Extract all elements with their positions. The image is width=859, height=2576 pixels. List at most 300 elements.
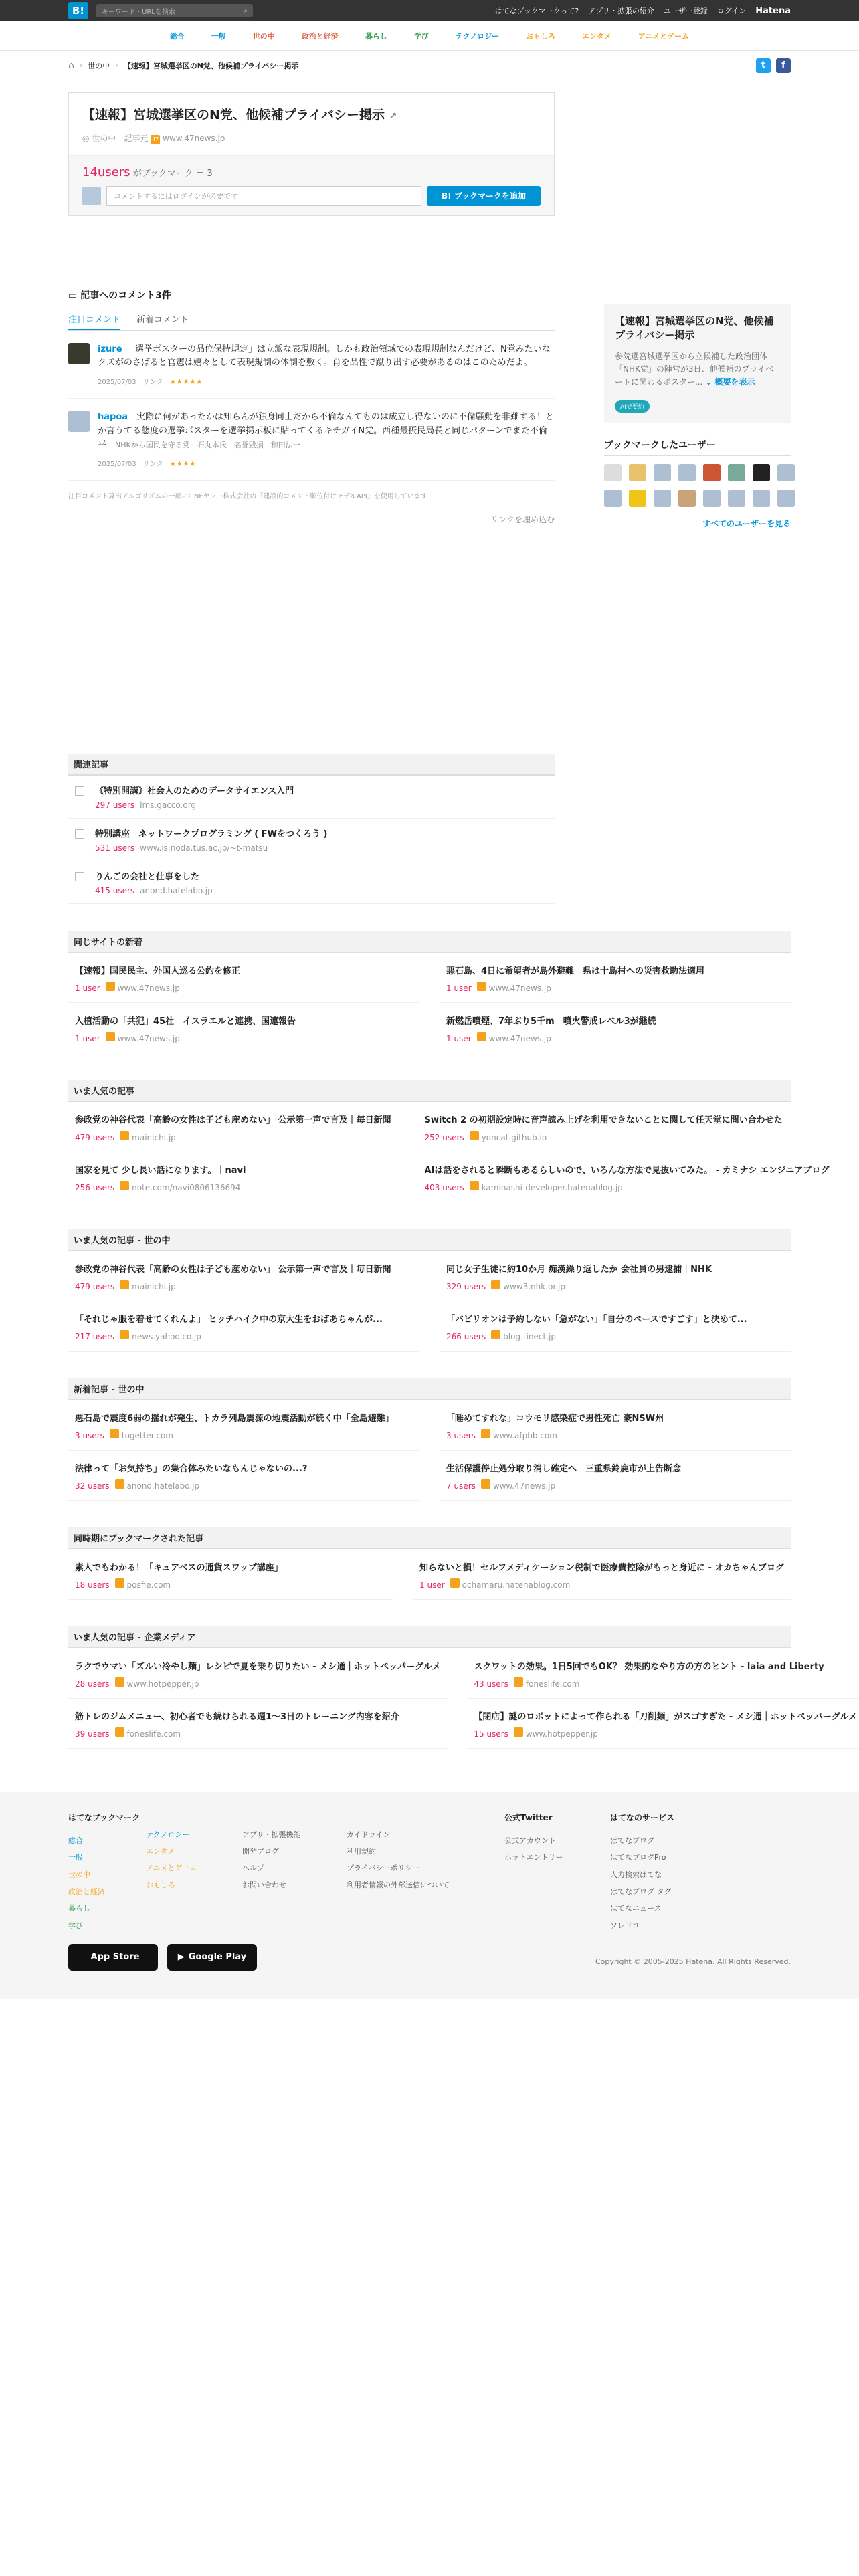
site-domain[interactable]: www.47news.jp bbox=[488, 983, 551, 993]
users-count[interactable]: 479 users bbox=[75, 1132, 115, 1142]
user-avatar[interactable] bbox=[777, 464, 795, 481]
users-line bbox=[82, 165, 541, 179]
embed-link-button[interactable]: リンクを埋め込む bbox=[490, 514, 555, 524]
related-thumbnail-icon bbox=[75, 786, 84, 796]
users-count[interactable]: 15 users bbox=[474, 1729, 508, 1739]
site-domain[interactable]: foneslife.com bbox=[126, 1729, 181, 1739]
section-grid bbox=[68, 1251, 791, 1352]
footer-link[interactable]: 公式アカウント bbox=[504, 1836, 556, 1846]
footer-links bbox=[347, 1826, 504, 1894]
comment-date[interactable]: 2025/07/03 bbox=[98, 379, 136, 387]
site-domain[interactable]: www.47news.jp bbox=[492, 1481, 556, 1491]
users-count[interactable]: 1 user bbox=[75, 1033, 100, 1043]
search-placeholder: キーワード・URLを検索 bbox=[102, 8, 175, 16]
footer-link[interactable]: 政治と経済 bbox=[68, 1887, 105, 1897]
site-domain[interactable]: posfie.com bbox=[126, 1580, 171, 1590]
footer-link[interactable]: 一般 bbox=[68, 1853, 83, 1862]
footer-link[interactable]: おもしろ bbox=[146, 1881, 175, 1890]
entry-bookmark-area bbox=[69, 155, 554, 215]
comment-username[interactable]: hapoa bbox=[98, 412, 128, 423]
footer-link[interactable]: アプリ・拡張機能 bbox=[242, 1830, 301, 1839]
favicon-icon bbox=[481, 1429, 490, 1438]
list-item[interactable] bbox=[467, 1648, 859, 1699]
comment-meta bbox=[98, 458, 555, 468]
breadcrumb-title: 【速報】宮城選挙区のN党、他候補プライバシー掲示 bbox=[123, 61, 299, 70]
list-section bbox=[68, 1080, 830, 1202]
footer-link[interactable]: ソレドコ bbox=[610, 1921, 640, 1930]
top-link-about[interactable]: はてなブックマークって? bbox=[494, 7, 579, 15]
users-count[interactable]: 531 users bbox=[95, 843, 135, 853]
list-item-title[interactable]: Switch 2 の初期設定時に音声読み上げを利用できないことに関して任天堂に問い合わせた bbox=[424, 1115, 783, 1125]
user-avatar[interactable] bbox=[678, 490, 696, 507]
related-meta bbox=[95, 886, 213, 895]
list-section bbox=[68, 1378, 791, 1501]
user-avatar[interactable] bbox=[753, 464, 770, 481]
user-avatar[interactable] bbox=[629, 490, 646, 507]
list-item-title[interactable]: 同じ女子生徒に約10か月 痴漢繰り返したか 会社員の男逮捕｜NHK bbox=[446, 1264, 712, 1275]
users-count[interactable]: 14users bbox=[82, 165, 130, 179]
section-grid bbox=[68, 1400, 791, 1501]
summary-title: 【速報】宮城選挙区のN党、他候補プライバシー掲示 bbox=[615, 315, 774, 341]
footer-link[interactable]: テクノロジー bbox=[146, 1830, 190, 1839]
user-avatar[interactable] bbox=[777, 490, 795, 507]
source-label: 記事元 bbox=[124, 133, 149, 143]
list-section bbox=[68, 1626, 858, 1749]
list-item[interactable] bbox=[68, 1549, 393, 1600]
summary-box bbox=[604, 304, 791, 423]
site-domain[interactable]: www.is.noda.tus.ac.jp/~t-matsu bbox=[140, 843, 268, 853]
site-domain[interactable]: www.hotpepper.jp bbox=[126, 1679, 199, 1689]
comment-body bbox=[98, 343, 555, 371]
favicon-icon bbox=[115, 1677, 124, 1687]
copyright: Copyright © 2005-2025 Hatena. All Rights Reserved. bbox=[595, 1957, 791, 1966]
related-list bbox=[68, 776, 555, 904]
favicon-icon bbox=[477, 982, 486, 991]
list-item-title[interactable]: 筋トレのジムメニュー、初心者でも続けられる週1〜3日のトレーニング内容を紹介 bbox=[75, 1711, 399, 1722]
list-item-meta bbox=[75, 1181, 391, 1192]
list-item[interactable] bbox=[440, 1251, 791, 1301]
list-item-title[interactable]: 悪石島、4日に希望者が島外避難 県は十島村への災害救助法適用 bbox=[446, 966, 705, 976]
site-domain[interactable]: blog.tinect.jp bbox=[503, 1331, 556, 1341]
top-links bbox=[495, 5, 791, 16]
users-count[interactable]: 28 users bbox=[75, 1679, 110, 1689]
list-section bbox=[68, 1229, 791, 1352]
site-domain[interactable]: yoncat.github.io bbox=[481, 1132, 547, 1142]
app-store-label: App Store bbox=[90, 1952, 140, 1963]
list-sections bbox=[68, 904, 858, 1749]
site-domain[interactable]: ochamaru.hatenablog.com bbox=[462, 1580, 571, 1590]
entry-category[interactable] bbox=[82, 132, 116, 144]
category-nav-item[interactable]: 学び bbox=[413, 31, 429, 41]
user-avatar[interactable] bbox=[604, 490, 622, 507]
footer-link[interactable]: アニメとゲーム bbox=[146, 1864, 197, 1873]
users-count[interactable]: 1 user bbox=[446, 1033, 472, 1043]
section-heading: いま人気の記事 - 世の中 bbox=[68, 1229, 791, 1251]
list-item[interactable] bbox=[440, 1301, 791, 1352]
site-domain[interactable]: kaminashi-developer.hatenablog.jp bbox=[481, 1182, 623, 1192]
list-item-meta bbox=[446, 1330, 784, 1341]
related-heading: 関連記事 bbox=[68, 754, 555, 776]
site-domain[interactable]: www.afpbb.com bbox=[492, 1430, 557, 1440]
users-count[interactable]: 39 users bbox=[75, 1729, 110, 1739]
footer-link[interactable]: 学び bbox=[68, 1921, 83, 1930]
comment-link[interactable]: リンク bbox=[142, 460, 163, 468]
comment-input[interactable]: コメントするにはログインが必要です bbox=[106, 186, 421, 206]
comment-tags[interactable]: NHKから国民を守る党 石丸本氏 名誉毀損 和田法一 bbox=[115, 440, 300, 449]
main-column bbox=[68, 92, 555, 904]
related-title[interactable]: りんごの会社と仕事をした bbox=[95, 871, 200, 882]
tab-new-comments[interactable]: 新着コメント bbox=[136, 314, 189, 325]
footer-col-categories-b bbox=[146, 1809, 242, 1934]
category-nav-item[interactable]: 暮らし bbox=[365, 31, 387, 41]
list-item-meta bbox=[75, 1280, 413, 1291]
related-meta bbox=[95, 800, 294, 810]
users-count[interactable]: 403 users bbox=[424, 1182, 464, 1192]
list-item-title[interactable]: AIは話をされると瞬断もあるらしいので、いろんな方法で見抜いてみた。 - カミナシ エンジニアブログ bbox=[424, 1165, 830, 1176]
tab-popular-comments[interactable]: 注目コメント bbox=[68, 312, 120, 330]
site-domain[interactable]: www3.nhk.or.jp bbox=[503, 1281, 565, 1291]
footer-col-services bbox=[610, 1809, 674, 1934]
favicon-icon bbox=[450, 1578, 460, 1588]
comment-count: 3 bbox=[207, 168, 213, 179]
users-count[interactable]: 32 users bbox=[75, 1481, 110, 1491]
comment-link[interactable]: リンク bbox=[142, 379, 163, 387]
top-link-register[interactable]: ユーザー登録 bbox=[663, 7, 708, 15]
category-nav-item[interactable]: アニメとゲーム bbox=[638, 31, 690, 41]
list-item-title[interactable]: 新燃岳噴煙、7年ぶり5千m 噴火警戒レベル3が継続 bbox=[446, 1016, 656, 1027]
hatena-brand-logo[interactable]: Hatena bbox=[755, 5, 791, 16]
list-item-title[interactable]: 悪石島で震度6弱の揺れが発生、トカラ列島震源の地震活動が続く中「全島避難」 bbox=[75, 1413, 394, 1424]
app-badges bbox=[68, 1944, 257, 1971]
section-heading: 同じサイトの新着 bbox=[68, 931, 791, 953]
list-item[interactable] bbox=[440, 1451, 791, 1501]
entry-title-text[interactable]: 【速報】宮城選挙区のN党、他候補プライバシー掲示 bbox=[82, 108, 385, 122]
users-count[interactable]: 1 user bbox=[75, 983, 100, 993]
category-icon: ◎ bbox=[82, 134, 90, 144]
list-item-meta bbox=[75, 1032, 413, 1043]
site-domain[interactable]: www.47news.jp bbox=[117, 1033, 180, 1043]
user-avatar[interactable] bbox=[654, 464, 671, 481]
comment-text: 「選挙ポスターの品位保持規定」は立派な表現規制。しかも政治領域での表現規制なんだけど、N党みたいなクズがのさばると官憲は嬉々として表現規制の体制を敷く。肖を品性で蹴り出す必要があるのはこのためだよ。 bbox=[98, 344, 551, 368]
category-nav-item[interactable]: テクノロジー bbox=[455, 31, 500, 41]
list-item-meta bbox=[75, 1727, 440, 1739]
read-more-link[interactable]: ⌄ 概要を表示 bbox=[705, 377, 755, 387]
entry-source[interactable] bbox=[124, 132, 225, 144]
list-item-title[interactable]: スクワットの効果。1日5回でもOK？ 効果的なやり方の方のヒント - laia and Liberty bbox=[474, 1661, 824, 1672]
list-item-meta bbox=[425, 1181, 830, 1192]
add-bookmark-button[interactable]: B! ブックマークを追加 bbox=[427, 186, 541, 206]
users-count[interactable]: 415 users bbox=[95, 885, 135, 895]
list-item[interactable] bbox=[68, 1003, 419, 1053]
content-wrapper bbox=[68, 92, 791, 904]
footer-link[interactable]: 人力検索はてな bbox=[610, 1870, 662, 1879]
related-item[interactable] bbox=[68, 861, 555, 904]
favicon-icon bbox=[120, 1330, 129, 1339]
comment-date[interactable]: 2025/07/03 bbox=[98, 460, 136, 468]
favicon-icon bbox=[115, 1727, 124, 1737]
list-item-title[interactable]: 法律って「お気持ち」の集合体みたいなもんじゃないの...? bbox=[75, 1463, 308, 1474]
section-grid bbox=[68, 1648, 858, 1749]
list-item-title[interactable]: 生活保護停止処分取り消し確定へ 三重県鈴鹿市が上告断念 bbox=[446, 1463, 682, 1474]
breadcrumb-bar bbox=[0, 51, 859, 80]
user-avatar[interactable] bbox=[753, 490, 770, 507]
entry-title[interactable] bbox=[82, 106, 541, 124]
category-nav-item[interactable]: おもしろ bbox=[526, 31, 556, 41]
comment-meta bbox=[98, 376, 555, 386]
list-item-title[interactable]: 参政党の神谷代表「高齢の女性は子ども産めない」 公示第一声で言及｜毎日新聞 bbox=[75, 1264, 391, 1275]
related-articles bbox=[68, 754, 555, 904]
star-icon[interactable]: ★★★★ bbox=[169, 459, 196, 468]
star-icon[interactable]: ★★★★★ bbox=[169, 377, 203, 387]
list-item[interactable] bbox=[68, 1301, 419, 1352]
footer-link[interactable]: ヘルプ bbox=[242, 1864, 264, 1873]
category-nav-item[interactable]: エンタメ bbox=[582, 31, 611, 41]
list-item-meta bbox=[425, 1131, 830, 1142]
footer-heading: はてなブックマーク bbox=[68, 1812, 140, 1822]
list-item[interactable] bbox=[440, 1400, 791, 1451]
entry-category-label: 世の中 bbox=[92, 134, 116, 144]
category-nav-item[interactable]: 総合 bbox=[169, 31, 185, 41]
users-suffix: がブックマーク bbox=[132, 168, 193, 179]
list-item-meta bbox=[474, 1727, 857, 1739]
site-domain[interactable]: anond.hatelabo.jp bbox=[126, 1481, 200, 1491]
list-item-meta bbox=[474, 1677, 857, 1689]
list-item-meta bbox=[446, 1479, 784, 1491]
crumb-separator: › bbox=[79, 61, 83, 70]
section-heading: 同時期にブックマークされた記事 bbox=[68, 1527, 791, 1549]
site-domain[interactable]: news.yahoo.co.jp bbox=[132, 1331, 201, 1341]
list-item-title[interactable]: 「バビリオンは予約しない「急がない」「自分のペースですごす」と決めて... bbox=[446, 1314, 747, 1325]
list-item-title[interactable]: 参政党の神谷代表「高齢の女性は子ども産めない」 公示第一声で言及｜毎日新聞 bbox=[75, 1115, 391, 1125]
footer-links bbox=[242, 1826, 347, 1894]
footer-link[interactable]: ホットエントリー bbox=[504, 1853, 563, 1862]
footer bbox=[0, 1792, 859, 1999]
list-item[interactable] bbox=[467, 1699, 859, 1749]
favicon-icon bbox=[470, 1131, 479, 1140]
footer-link[interactable]: 利用者情報の外部送信について bbox=[347, 1881, 450, 1890]
commenter-avatar[interactable] bbox=[68, 343, 90, 364]
footer-link[interactable]: 開発ブログ bbox=[242, 1846, 279, 1856]
category-nav-item[interactable]: 一般 bbox=[211, 31, 226, 41]
footer-link[interactable]: はてなブログPro bbox=[610, 1853, 666, 1862]
users-count[interactable]: 217 users bbox=[75, 1331, 115, 1341]
section-grid bbox=[68, 1549, 791, 1600]
category-nav bbox=[0, 21, 859, 51]
list-item-title[interactable]: 入植活動の「共犯」45社 イスラエルと連携、国連報告 bbox=[75, 1016, 296, 1027]
related-item[interactable] bbox=[68, 776, 555, 819]
list-item-title[interactable]: 素人でもわかる！「キュアベスの通貨スワップ講座」 bbox=[75, 1562, 283, 1573]
footer-link[interactable]: 世の中 bbox=[68, 1870, 90, 1879]
users-count[interactable]: 252 users bbox=[424, 1132, 464, 1142]
user-avatar[interactable] bbox=[629, 464, 646, 481]
favicon-icon: 47 bbox=[151, 135, 160, 144]
summary-text bbox=[615, 350, 780, 389]
site-domain[interactable]: www.47news.jp bbox=[117, 983, 180, 993]
search-input[interactable] bbox=[96, 4, 253, 17]
users-count[interactable]: 18 users bbox=[75, 1580, 110, 1590]
comments-heading-text: 記事へのコメント3件 bbox=[80, 290, 171, 301]
comment-item bbox=[68, 399, 555, 480]
external-link-icon[interactable]: ↗ bbox=[389, 111, 397, 122]
entry-header bbox=[69, 93, 554, 155]
list-item[interactable] bbox=[440, 1003, 791, 1053]
site-domain[interactable]: foneslife.com bbox=[525, 1679, 580, 1689]
list-item[interactable] bbox=[418, 1152, 836, 1202]
comment-icon: ▭ bbox=[68, 290, 78, 301]
comment-username[interactable]: izure bbox=[98, 344, 122, 354]
site-domain[interactable]: www.hotpepper.jp bbox=[525, 1729, 598, 1739]
users-count[interactable]: 7 users bbox=[446, 1481, 476, 1491]
algorithm-note: 注目コメント算出アルゴリズムの一部にLINEヤフー株式会社の「建設的コメント順位付けモデルAPI」を使用しています bbox=[68, 492, 427, 500]
site-domain[interactable]: anond.hatelabo.jp bbox=[140, 885, 213, 895]
footer-heading: はてなのサービス bbox=[610, 1812, 675, 1822]
list-item-meta bbox=[75, 1479, 413, 1491]
footer-link[interactable]: はてなブログ bbox=[610, 1836, 654, 1846]
read-more-label: 概要を表示 bbox=[714, 377, 755, 387]
bookmark-users-heading: ブックマークしたユーザー bbox=[604, 438, 791, 456]
users-count[interactable]: 297 users bbox=[95, 800, 135, 810]
footer-links bbox=[146, 1826, 242, 1894]
user-avatar[interactable] bbox=[703, 490, 721, 507]
list-item[interactable] bbox=[413, 1549, 791, 1600]
users-count[interactable]: 266 users bbox=[446, 1331, 486, 1341]
favicon-icon bbox=[481, 1479, 490, 1489]
source-domain: www.47news.jp bbox=[163, 133, 225, 143]
category-nav-item[interactable]: 世の中 bbox=[252, 31, 275, 41]
list-item[interactable] bbox=[68, 1451, 419, 1501]
user-avatar[interactable] bbox=[654, 490, 671, 507]
user-avatar[interactable] bbox=[678, 464, 696, 481]
footer-link[interactable]: エンタメ bbox=[146, 1846, 175, 1856]
site-domain[interactable]: www.47news.jp bbox=[488, 1033, 551, 1043]
comments-section bbox=[68, 288, 555, 525]
favicon-icon bbox=[491, 1280, 500, 1289]
hatena-bookmark-logo[interactable]: B! bbox=[68, 2, 88, 19]
footer-link[interactable]: 利用規約 bbox=[347, 1846, 376, 1856]
entry-meta bbox=[82, 132, 541, 144]
list-item-title[interactable]: ラクでウマい「ズルい冷やし麺」レシピで夏を乗り切りたい - メシ通｜ホットペッパーグルメ bbox=[75, 1661, 441, 1672]
list-item-title[interactable]: 【速報】国民民主、外国人巡る公約を修正 bbox=[75, 966, 241, 976]
footer-link[interactable]: ガイドライン bbox=[347, 1830, 391, 1839]
bookmark-users-grid bbox=[604, 464, 791, 507]
footer-links bbox=[610, 1832, 674, 1934]
list-item[interactable] bbox=[68, 953, 419, 1003]
list-item-meta bbox=[419, 1578, 784, 1590]
user-avatar[interactable] bbox=[728, 464, 745, 481]
list-item-meta bbox=[446, 1429, 784, 1440]
app-store-badge[interactable] bbox=[68, 1944, 158, 1971]
favicon-icon bbox=[115, 1578, 124, 1588]
user-avatar bbox=[82, 187, 101, 205]
commenter-avatar[interactable] bbox=[68, 411, 90, 432]
site-domain[interactable]: togetter.com bbox=[121, 1430, 173, 1440]
home-icon[interactable]: ⌂ bbox=[68, 60, 74, 71]
users-count[interactable]: 1 user bbox=[419, 1580, 445, 1590]
related-item[interactable] bbox=[68, 819, 555, 861]
list-item-title[interactable]: 「それじゃ服を着せてくれんよ」 ヒッチハイク中の京大生をおばあちゃんが... bbox=[75, 1314, 383, 1325]
footer-link[interactable]: はてなニュース bbox=[610, 1904, 662, 1913]
search-icon[interactable]: ⌕ bbox=[244, 7, 248, 15]
user-avatar[interactable] bbox=[728, 490, 745, 507]
users-count[interactable]: 1 user bbox=[446, 983, 472, 993]
footer-link[interactable]: お問い合わせ bbox=[242, 1881, 286, 1890]
favicon-icon bbox=[120, 1280, 129, 1289]
google-play-badge[interactable] bbox=[167, 1944, 257, 1971]
top-link-apps[interactable]: アプリ・拡張の紹介 bbox=[588, 7, 654, 15]
footer-links bbox=[68, 1832, 146, 1934]
facebook-share-icon[interactable]: f bbox=[776, 58, 791, 73]
list-item-meta bbox=[75, 982, 413, 993]
users-count[interactable]: 3 users bbox=[75, 1430, 104, 1440]
favicon-icon bbox=[514, 1677, 523, 1687]
favicon-icon bbox=[110, 1429, 119, 1438]
list-item[interactable] bbox=[68, 1251, 419, 1301]
comment-text: 実際に何があったかは知らんが独身同士だから不倫なんてものは成立し得ないのに不倫騒動を非難する！とか言うてる態度の選挙ポスターを選挙掲示板に貼ってくるキチガイN党。西種最摂民局長と同じパターンでまた不倫平 bbox=[98, 412, 554, 450]
comments-heading bbox=[68, 288, 555, 302]
related-title[interactable]: 特別講座 ネットワークプログラミング ( FWをつくろう ) bbox=[95, 829, 328, 839]
all-users-link[interactable]: すべてのユーザーを見る bbox=[702, 518, 791, 528]
list-item[interactable] bbox=[418, 1102, 836, 1152]
users-count[interactable]: 43 users bbox=[474, 1679, 508, 1689]
footer-link[interactable]: プライバシーポリシー bbox=[347, 1864, 420, 1873]
users-count[interactable]: 256 users bbox=[75, 1182, 115, 1192]
favicon-icon bbox=[115, 1479, 124, 1489]
favicon-icon bbox=[470, 1181, 479, 1190]
footer-col-categories-a bbox=[68, 1809, 146, 1934]
list-item-title[interactable]: 国家を見て 少し長い話になります。｜navi bbox=[75, 1165, 246, 1176]
favicon-icon bbox=[491, 1330, 500, 1339]
list-item[interactable] bbox=[68, 1152, 398, 1202]
list-item-title[interactable]: 知らないと損！セルフメディケーション税制で医療費控除がもっと身近に - オカちゃんブログ bbox=[419, 1562, 784, 1573]
footer-link[interactable]: はてなブログ タグ bbox=[610, 1887, 672, 1897]
users-count[interactable]: 479 users bbox=[75, 1281, 115, 1291]
footer-inner bbox=[68, 1792, 791, 1999]
top-link-login[interactable]: ログイン bbox=[717, 7, 747, 15]
favicon-icon bbox=[106, 1032, 115, 1041]
site-domain[interactable]: mainichi.jp bbox=[132, 1281, 176, 1291]
entry-card bbox=[68, 92, 555, 216]
top-bar bbox=[0, 0, 859, 21]
users-count[interactable]: 329 users bbox=[446, 1281, 486, 1291]
list-item-meta bbox=[75, 1429, 413, 1440]
list-item-meta bbox=[75, 1330, 413, 1341]
list-item[interactable] bbox=[68, 1699, 447, 1749]
section-heading: 新着記事 - 世の中 bbox=[68, 1378, 791, 1400]
footer-col-apps bbox=[242, 1809, 347, 1934]
list-item[interactable] bbox=[68, 1102, 398, 1152]
category-nav-item[interactable]: 政治と経済 bbox=[301, 31, 339, 41]
breadcrumb-category[interactable]: 世の中 bbox=[88, 61, 110, 70]
related-title[interactable]: 《特別開講》社会人のためのデータサイエンス入門 bbox=[95, 786, 294, 796]
users-count[interactable]: 3 users bbox=[446, 1430, 476, 1440]
site-domain[interactable]: lms.gacco.org bbox=[140, 800, 197, 810]
favicon-icon bbox=[120, 1131, 129, 1140]
related-thumbnail-icon bbox=[75, 872, 84, 881]
footer-link[interactable]: 総合 bbox=[68, 1836, 83, 1846]
list-item[interactable] bbox=[68, 1648, 447, 1699]
list-item-title[interactable]: 【閉店】謎のロボットによって作られる「刀削麺」がスゴすぎた - メシ通｜ホットペッパーグルメ bbox=[474, 1711, 858, 1722]
list-item[interactable] bbox=[68, 1400, 419, 1451]
twitter-share-icon[interactable]: t bbox=[756, 58, 771, 73]
list-item-title[interactable]: 「睡めてすれな」コウモリ感染症で男性死亡 豪NSW州 bbox=[446, 1413, 664, 1424]
comment-item bbox=[68, 331, 555, 399]
user-avatar[interactable] bbox=[604, 464, 622, 481]
list-item-meta bbox=[75, 1578, 386, 1590]
user-avatar[interactable] bbox=[703, 464, 721, 481]
footer-link[interactable]: 暮らし bbox=[68, 1904, 90, 1913]
site-domain[interactable]: note.com/navi0806136694 bbox=[132, 1182, 241, 1192]
site-domain[interactable]: mainichi.jp bbox=[132, 1132, 176, 1142]
